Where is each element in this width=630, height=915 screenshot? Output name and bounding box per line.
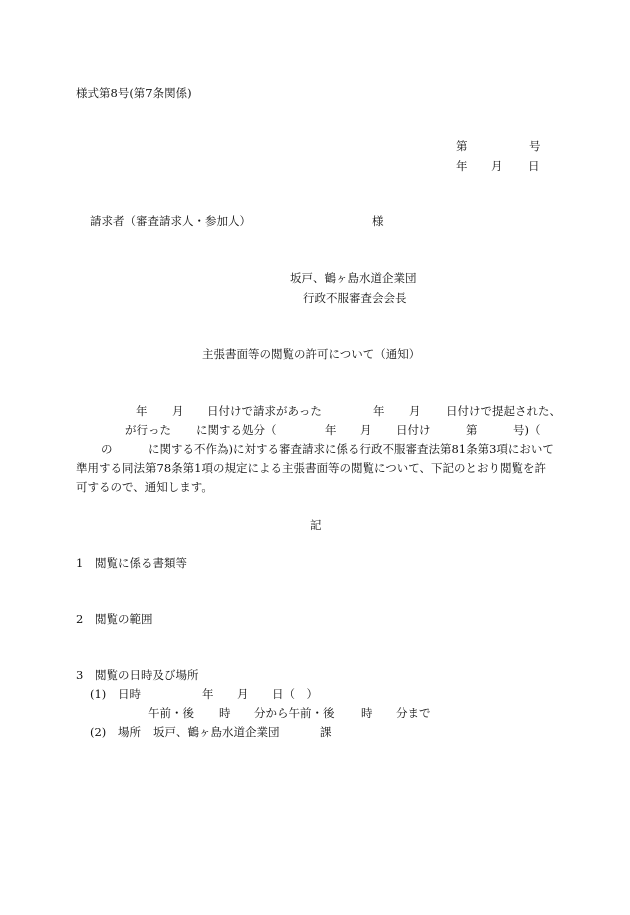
item-2-num: 2	[76, 612, 84, 626]
datetime-month: 月	[237, 687, 249, 701]
ki-mark: 記	[310, 518, 322, 532]
body-l1-month: 月	[172, 404, 184, 418]
body-l3-text: に関する不作為)に対する審査請求に係る行政不服審査法第81条第3項において	[148, 442, 554, 456]
body-l1-text: 日付けで請求があった	[207, 404, 322, 418]
doc-date-year: 年	[456, 159, 468, 173]
item-2-label: 閲覧の範囲	[95, 612, 153, 626]
datetime-hour2: 時	[361, 706, 373, 720]
issuer-title: 行政不服審査会会長	[303, 291, 407, 305]
datetime-day: 日（ ）	[272, 687, 318, 701]
place-org: 坂戸、鶴ヶ島水道企業団	[153, 725, 280, 739]
datetime-min2: 分まで	[396, 706, 431, 720]
body-l2-month: 月	[360, 423, 372, 437]
place-ka: 課	[320, 725, 332, 739]
item-3-num: 3	[76, 668, 84, 682]
place-num: (2)	[90, 725, 107, 739]
doc-date-day: 日	[528, 159, 540, 173]
document-title: 主張書面等の閲覧の許可について（通知）	[202, 347, 421, 361]
body-l2-dai: 第	[466, 423, 478, 437]
form-label: 様式第8号(第7条関係)	[76, 86, 192, 100]
issuer-org: 坂戸、鶴ヶ島水道企業団	[290, 271, 417, 285]
place-label: 場所	[118, 725, 141, 739]
body-l2-text2: に関する処分（	[196, 423, 277, 437]
body-l1-year2: 年	[373, 404, 385, 418]
body-l1-month2: 月	[409, 404, 421, 418]
body-l1-year: 年	[136, 404, 148, 418]
body-l5: 可するので、通知します。	[76, 480, 213, 494]
doc-number-dai: 第	[456, 139, 468, 153]
datetime-min1: 分から午前・後	[254, 706, 335, 720]
datetime-label: 日時	[118, 687, 141, 701]
item-3-label: 閲覧の日時及び場所	[95, 668, 199, 682]
body-l2-text3: 日付け	[396, 423, 431, 437]
item-1-num: 1	[76, 556, 84, 570]
body-l2-year: 年	[325, 423, 337, 437]
body-l2-go: 号)（	[513, 423, 541, 437]
datetime-num: (1)	[90, 687, 107, 701]
doc-date-month: 月	[491, 159, 503, 173]
datetime-ampm1: 午前・後	[148, 706, 194, 720]
item-1-label: 閲覧に係る書類等	[95, 556, 187, 570]
body-l4: 準用する同法第78条第1項の規定による主張書面等の閲覧について、下記のとおり閲覧を許	[76, 461, 546, 475]
body-l2-text: が行った	[125, 423, 171, 437]
datetime-hour1: 時	[219, 706, 231, 720]
recipient-label: 請求者（審査請求人・参加人）	[90, 214, 251, 228]
body-l1-text2: 日付けで提起された、	[446, 404, 561, 418]
recipient-honorific: 様	[372, 214, 384, 228]
body-l3-no: の	[101, 442, 113, 456]
doc-number-go: 号	[529, 139, 541, 153]
datetime-year: 年	[202, 687, 214, 701]
